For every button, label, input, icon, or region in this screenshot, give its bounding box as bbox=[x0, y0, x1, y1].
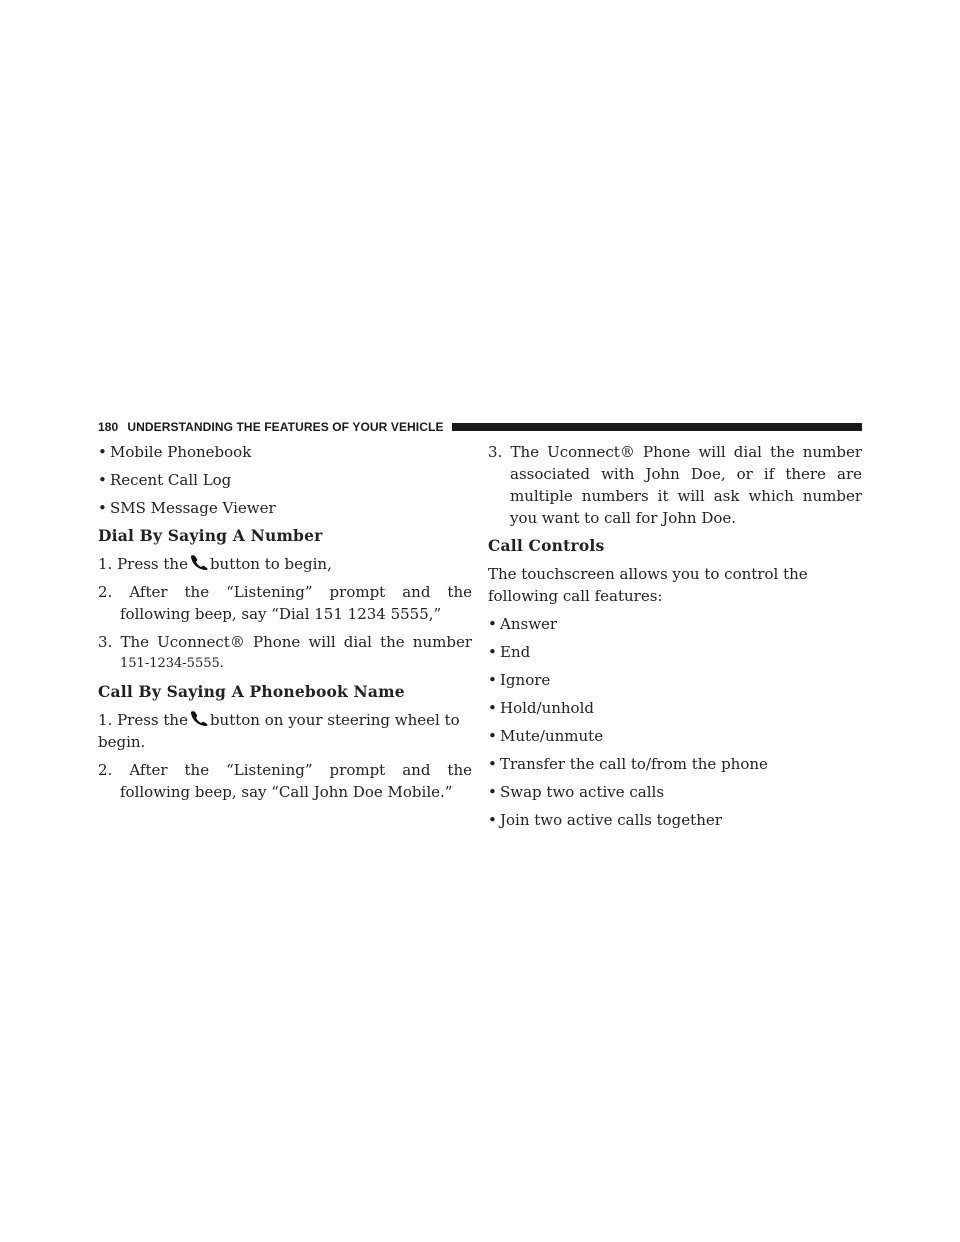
bullet-dot-icon: • bbox=[98, 443, 107, 461]
phone-handset-icon bbox=[189, 710, 209, 726]
dial-step-1: 1. Press the button to begin, bbox=[98, 555, 332, 573]
dial-step-3: 3. The Uconnect® Phone will dial the number 151-1234-5555. bbox=[98, 633, 472, 671]
list-item: • Answer bbox=[488, 615, 558, 633]
list-item: • Ignore bbox=[488, 671, 551, 689]
list-item: • Mute/unmute bbox=[488, 727, 604, 745]
list-item: • Swap two active calls bbox=[488, 783, 665, 801]
call-controls-heading: Call Controls bbox=[488, 536, 605, 555]
bullet-dot-icon: • bbox=[488, 727, 497, 745]
phone-handset-icon bbox=[189, 554, 209, 570]
list-item: • SMS Message Viewer bbox=[98, 499, 276, 517]
dial-step-2: 2. After the “Listening” prompt and the following beep, say “Dial 151 1234 5555,” bbox=[98, 583, 472, 623]
phonebook-step-3: 3. The Uconnect® Phone will dial the number associated with John Doe, or if there are multiple numbers it will ask which number you want to call for John Doe. bbox=[488, 443, 862, 527]
list-item: • Join two active calls together bbox=[488, 811, 722, 829]
left-column bbox=[98, 441, 472, 809]
list-item: • Recent Call Log bbox=[98, 471, 232, 489]
bullet-dot-icon: • bbox=[98, 499, 107, 517]
bullet-dot-icon: • bbox=[488, 643, 497, 661]
page-number: 180 bbox=[98, 420, 119, 434]
phonebook-step-2: 2. After the “Listening” prompt and the following beep, say “Call John Doe Mobile.” bbox=[98, 761, 472, 801]
bullet-dot-icon: • bbox=[488, 615, 497, 633]
header-rule bbox=[452, 423, 862, 431]
right-column bbox=[488, 441, 862, 837]
bullet-dot-icon: • bbox=[488, 811, 497, 829]
list-item: • Transfer the call to/from the phone bbox=[488, 755, 768, 773]
dial-number-heading: Dial By Saying A Number bbox=[98, 526, 323, 545]
bullet-dot-icon: • bbox=[488, 755, 497, 773]
phonebook-step-1: 1. Press the button on your steering wheel to begin. bbox=[98, 711, 460, 751]
bullet-dot-icon: • bbox=[488, 671, 497, 689]
list-item: • Mobile Phonebook bbox=[98, 443, 252, 461]
phonebook-heading: Call By Saying A Phonebook Name bbox=[98, 682, 405, 701]
bullet-dot-icon: • bbox=[488, 783, 497, 801]
call-controls-intro: The touchscreen allows you to control the following call features: bbox=[488, 565, 808, 605]
section-title: UNDERSTANDING THE FEATURES OF YOUR VEHICLE bbox=[127, 420, 444, 434]
list-item: • End bbox=[488, 643, 531, 661]
bullet-dot-icon: • bbox=[98, 471, 107, 489]
page-header bbox=[98, 418, 862, 436]
bullet-dot-icon: • bbox=[488, 699, 497, 717]
list-item: • Hold/unhold bbox=[488, 699, 594, 717]
